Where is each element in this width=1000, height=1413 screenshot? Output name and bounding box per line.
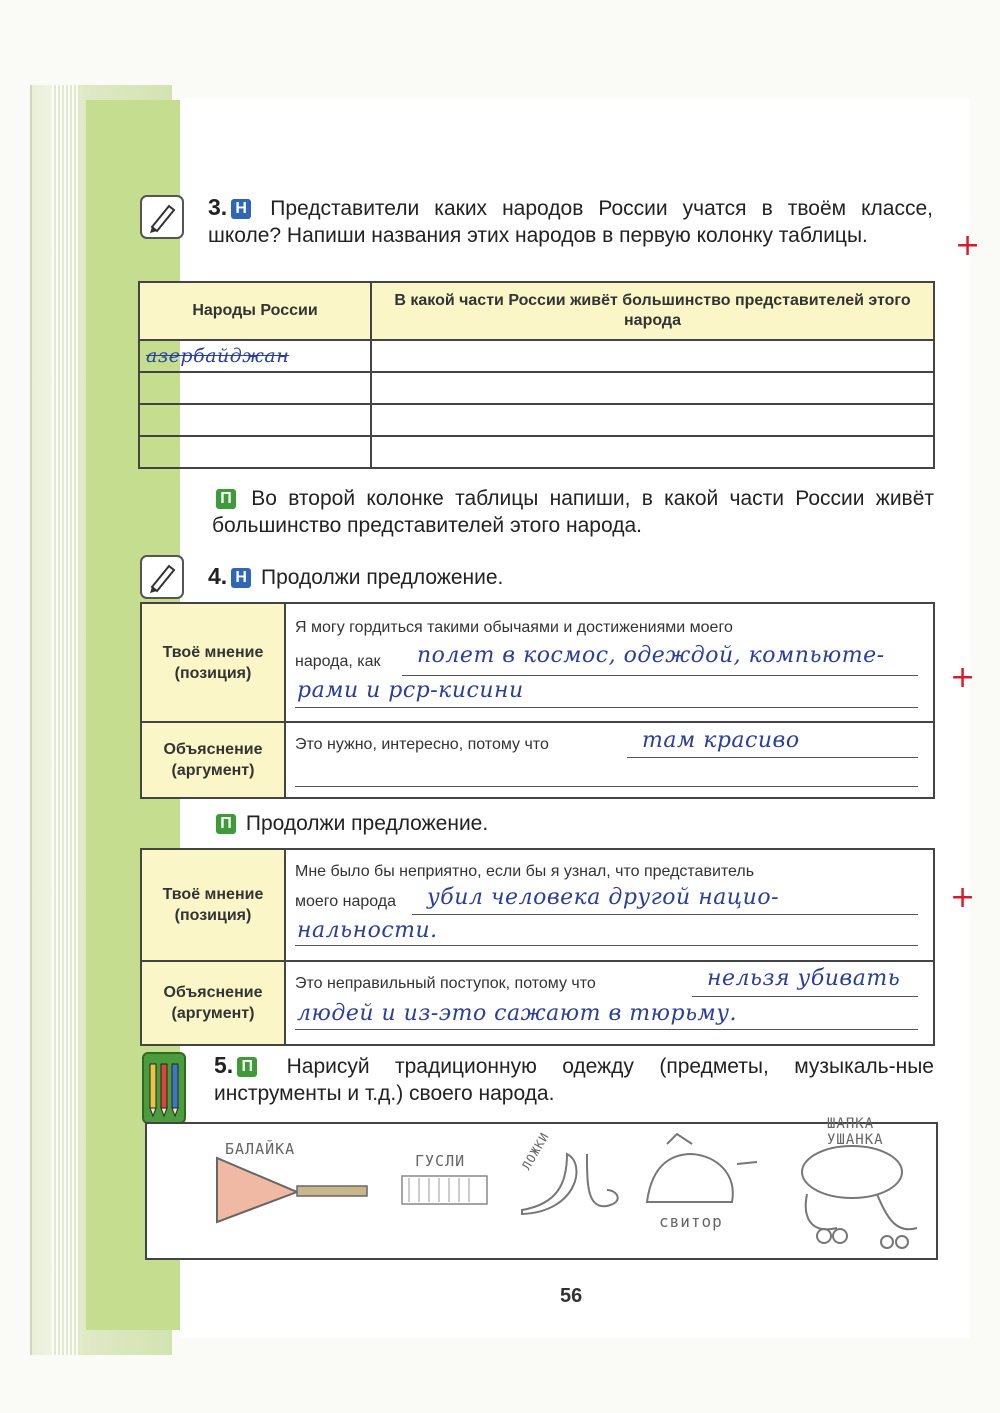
badge-п: П — [237, 1057, 257, 1077]
task4-number: 4. — [208, 563, 228, 589]
handwritten-answer: полет в космос, одеждой, компьюте- — [417, 643, 885, 668]
answer-cell[interactable] — [285, 849, 934, 961]
opinion-row — [141, 722, 934, 798]
handwritten-answer: людей и из-это сажают в тюрьму. — [297, 1001, 738, 1026]
badge-п: П — [216, 814, 236, 834]
prompt-text: Это нужно, интересно, потому что — [295, 736, 549, 753]
task3-text: Представители каких народов России учатся в твоём классе, школе? Напиши названия этих народов в первую колонку таблицы. — [208, 197, 934, 247]
task4-sub-instruction — [212, 810, 934, 837]
colored-pencils-icon — [142, 1052, 186, 1124]
handwritten-answer: нельзя убивать — [707, 966, 901, 991]
prompt-text: Я могу гордиться такими обычаями и достижениями моего — [295, 619, 733, 636]
column-header-region: В какой части России живёт большинство представителей этого народа — [371, 282, 934, 340]
task5-number: 5. — [214, 1052, 234, 1078]
grade-plus-mark: + — [950, 880, 976, 915]
row-label-opinion: Твоё мнение (позиция) — [141, 849, 285, 961]
opinion-row — [141, 849, 934, 961]
task4-sub-text: Продолжи предложение. — [245, 812, 489, 835]
opinion-row — [141, 603, 934, 722]
table-cell-region[interactable] — [371, 372, 934, 404]
handwritten-answer: там красиво — [642, 728, 800, 753]
task3-sub-instruction — [212, 485, 934, 539]
sketch-label: ГУСЛИ — [415, 1152, 466, 1170]
handwritten-answer: убил человека другой нацио- — [427, 885, 780, 910]
task5-text: Нарисуй традиционную одежду (предметы, музыкаль-ные инструменты и т.д.) своего народа. — [214, 1055, 934, 1105]
task4-text: Продолжи предложение. — [261, 566, 504, 589]
row-label-opinion: Твоё мнение (позиция) — [141, 603, 285, 722]
task3-number: 3. — [208, 194, 228, 220]
pencil-icon — [140, 555, 184, 599]
task3-sub-text: Во второй колонке таблицы напиши, в какой части России живёт большинство представителей этого народа. — [212, 487, 934, 537]
opinion-table-1 — [140, 602, 935, 799]
pencil-icon — [140, 195, 184, 239]
prompt-text: Это неправильный поступок, потому что — [295, 975, 596, 992]
badge-п: П — [216, 489, 236, 509]
table-row — [139, 436, 934, 468]
prompt-text: народа, как — [295, 653, 381, 670]
column-header-peoples: Народы России — [139, 282, 371, 340]
table-row — [139, 340, 934, 372]
table-cell-people[interactable] — [139, 340, 371, 372]
grade-plus-mark: + — [950, 660, 976, 695]
grade-plus-mark: + — [955, 228, 981, 263]
table-row — [139, 372, 934, 404]
table-row — [139, 404, 934, 436]
sketch-label: ШАПКА УШАНКА — [827, 1116, 884, 1148]
task5-instruction — [214, 1052, 934, 1107]
row-label-argument: Объяснение (аргумент) — [141, 961, 285, 1045]
page-number: 56 — [560, 1285, 583, 1307]
drawing-area[interactable] — [145, 1116, 938, 1260]
prompt-text: Мне было бы неприятно, если бы я узнал, что представитель — [295, 863, 755, 880]
sketch-label: свитор — [659, 1212, 723, 1231]
handwritten-people: азербайджан — [146, 345, 290, 367]
gusli-drawing — [402, 1176, 487, 1204]
table-cell-people[interactable] — [139, 436, 371, 468]
opinion-row — [141, 961, 934, 1045]
handwritten-answer: нальности. — [297, 918, 438, 943]
opinion-table-2 — [140, 848, 935, 1046]
task4-instruction — [208, 563, 933, 591]
peoples-table — [138, 281, 935, 469]
row-label-argument: Объяснение (аргумент) — [141, 722, 285, 798]
answer-cell[interactable] — [285, 603, 934, 722]
task3-instruction — [208, 194, 933, 249]
badge-н: Н — [231, 199, 251, 219]
table-cell-region[interactable] — [371, 340, 934, 372]
table-cell-region[interactable] — [371, 436, 934, 468]
prompt-text: моего народа — [295, 893, 397, 910]
balalaika-drawing — [217, 1158, 367, 1222]
sketch-label: БАЛАЙКА — [225, 1140, 296, 1158]
badge-н: Н — [231, 568, 251, 588]
ushanka-drawing — [802, 1146, 917, 1248]
answer-cell[interactable] — [285, 961, 934, 1045]
handwritten-answer: рами и рср-кисини — [297, 678, 524, 703]
sketch-label: ЛОЖКИ — [519, 1129, 552, 1173]
sweater-drawing — [647, 1134, 757, 1202]
table-cell-region[interactable] — [371, 404, 934, 436]
answer-cell[interactable] — [285, 722, 934, 798]
table-cell-people[interactable] — [139, 372, 371, 404]
table-cell-people[interactable] — [139, 404, 371, 436]
